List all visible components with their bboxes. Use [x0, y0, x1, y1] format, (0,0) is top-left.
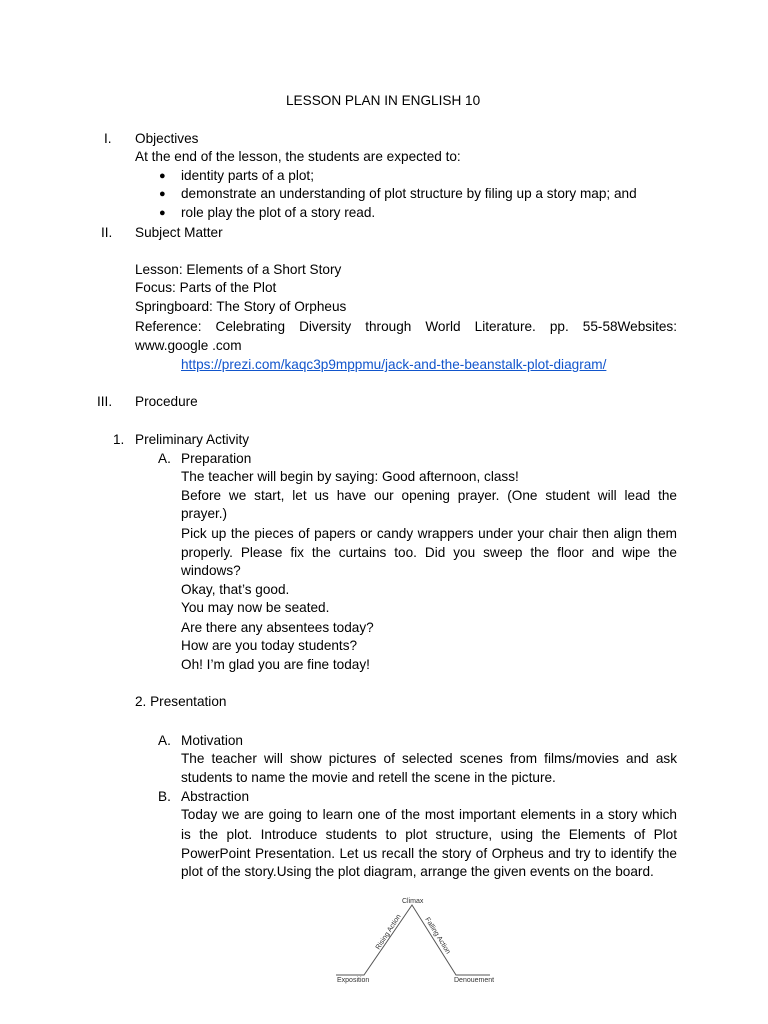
bullet-icon: ●	[159, 207, 166, 219]
abstraction-line: plot of the story.Using the plot diagram, arrange the given events on the board.	[181, 864, 654, 879]
plot-diagram	[330, 892, 500, 992]
focus-line: Focus: Parts of the Plot	[135, 280, 277, 295]
subject-matter-heading: Subject Matter	[135, 225, 223, 240]
diagram-label-rising-action: Rising Action	[374, 913, 403, 952]
section-numeral-3: III.	[97, 394, 113, 409]
section-numeral-1: I.	[104, 131, 112, 146]
abstraction-line: PowerPoint Presentation. Let us recall the story of Orpheus and try to identify the	[181, 846, 677, 861]
objective-item: role play the plot of a story read.	[181, 205, 376, 220]
preparation-line: Before we start, let us have our opening prayer. (One student will lead the	[181, 488, 677, 503]
section-numeral-2: II.	[101, 225, 113, 240]
preparation-line: windows?	[181, 563, 241, 578]
preparation-line: prayer.)	[181, 506, 228, 521]
preparation-line: Okay, that’s good.	[181, 582, 290, 597]
diagram-label-climax: Climax	[402, 898, 424, 905]
preliminary-heading: Preliminary Activity	[135, 432, 250, 447]
bullet-icon: ●	[159, 170, 166, 182]
preparation-line: properly. Please fix the curtains too. Did you sweep the floor and wipe the	[181, 545, 677, 560]
motivation-heading: Motivation	[181, 733, 243, 748]
procedure-heading: Procedure	[135, 394, 198, 409]
motivation-line: students to name the movie and retell the scene in the picture.	[181, 770, 556, 785]
diagram-label-denouement: Denouement	[454, 977, 495, 984]
objectives-intro: At the end of the lesson, the students are expected to:	[135, 149, 461, 164]
objectives-heading: Objectives	[135, 131, 199, 146]
abstraction-heading: Abstraction	[181, 789, 250, 804]
presentation-heading: 2. Presentation	[135, 694, 227, 709]
springboard-line: Springboard: The Story of Orpheus	[135, 299, 347, 314]
diagram-label-exposition: Exposition	[337, 977, 370, 984]
reference-line: Reference: Celebrating Diversity through World Literature. pp. 55-58Websites:	[135, 319, 677, 334]
motivation-letter: A.	[158, 733, 171, 748]
preparation-line: Are there any absentees today?	[181, 620, 374, 635]
reference-link[interactable]: https://prezi.com/kaqc3p9mppmu/jack-and-the-beanstalk-plot-diagram/	[181, 357, 607, 372]
abstraction-letter: B.	[158, 789, 171, 804]
preliminary-number: 1.	[113, 432, 125, 447]
preparation-letter: A.	[158, 451, 171, 466]
diagram-label-falling-action: Falling Action	[423, 916, 452, 956]
abstraction-line: is the plot. Introduce students to plot structure, using the Elements of Plot	[181, 827, 677, 842]
motivation-line: The teacher will show pictures of selected scenes from films/movies and ask	[181, 751, 677, 766]
preparation-line: The teacher will begin by saying: Good afternoon, class!	[181, 469, 519, 484]
objective-item: identity parts of a plot;	[181, 168, 314, 183]
bullet-icon: ●	[159, 188, 166, 200]
objective-item: demonstrate an understanding of plot structure by filing up a story map; and	[181, 186, 637, 201]
page-title: LESSON PLAN IN ENGLISH 10	[286, 93, 481, 108]
preparation-line: Oh! I’m glad you are fine today!	[181, 657, 370, 672]
preparation-line: How are you today students?	[181, 638, 358, 653]
reference-website: www.google .com	[135, 338, 242, 353]
abstraction-line: Today we are going to learn one of the most important elements in a story which	[181, 807, 677, 822]
preparation-line: Pick up the pieces of papers or candy wrappers under your chair then align them	[181, 526, 677, 541]
lesson-line: Lesson: Elements of a Short Story	[135, 262, 342, 277]
preparation-heading: Preparation	[181, 451, 252, 466]
plot-diagram-line	[336, 905, 490, 975]
preparation-line: You may now be seated.	[181, 600, 330, 615]
